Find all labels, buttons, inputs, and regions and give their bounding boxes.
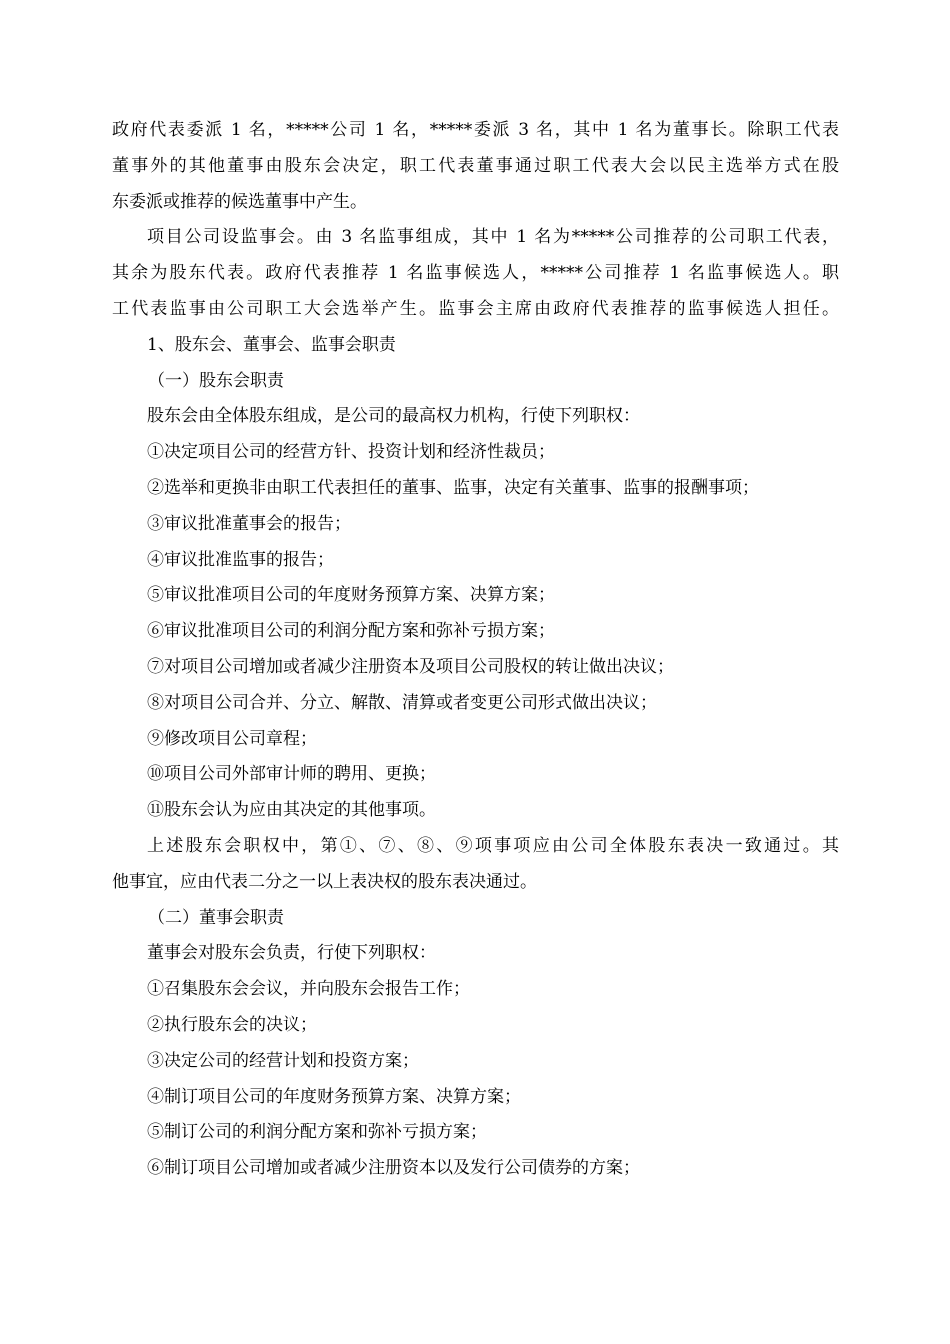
document-page <box>112 113 839 1187</box>
list-item: ③决定公司的经营计划和投资方案； <box>147 1050 419 1071</box>
paragraph-board-composition <box>112 113 839 220</box>
list-item: ⑩项目公司外部审计师的聘用、更换； <box>147 764 436 785</box>
list-item: ⑥审议批准项目公司的利润分配方案和弥补亏损方案； <box>147 621 555 642</box>
paragraph-supervisory-board <box>112 220 839 327</box>
text-line: 上述股东会职权中，第①、⑦、⑧、⑨项事项应由公司全体股东表决一致通过。其 <box>147 835 839 856</box>
list-item: ③审议批准董事会的报告； <box>147 513 351 534</box>
section-heading: 1、股东会、董事会、监事会职责 <box>147 334 396 355</box>
text-line: 董事外的其他董事由股东会决定，职工代表董事通过职工代表大会以民主选举方式在股 <box>112 155 839 176</box>
list-item: ⑪股东会认为应由其决定的其他事项。 <box>147 800 436 821</box>
list-item: ⑤制订公司的利润分配方案和弥补亏损方案； <box>147 1122 487 1143</box>
list-item: ⑥制订项目公司增加或者减少注册资本以及发行公司债券的方案； <box>147 1158 640 1179</box>
list-item: ⑦对项目公司增加或者减少注册资本及项目公司股权的转让做出决议； <box>147 656 674 677</box>
list-item: ④制订项目公司的年度财务预算方案、决算方案； <box>147 1086 521 1107</box>
board-powers-list <box>112 972 839 1187</box>
shareholders-intro: 股东会由全体股东组成，是公司的最高权力机构，行使下列职权： <box>147 406 640 427</box>
text-line: 其余为股东代表。政府代表推荐 1 名监事候选人，*****公司推荐 1 名监事候选人。职 <box>112 263 839 284</box>
list-item: ①决定项目公司的经营方针、投资计划和经济性裁员； <box>147 442 555 463</box>
list-item: ⑧对项目公司合并、分立、解散、清算或者变更公司形式做出决议； <box>147 692 657 713</box>
paragraph-voting-rules <box>112 829 839 901</box>
subsection-heading-board: （二）董事会职责 <box>148 907 284 928</box>
list-item: ②执行股东会的决议； <box>147 1014 317 1035</box>
list-item: ⑨修改项目公司章程； <box>147 728 317 749</box>
text-line: 项目公司设监事会。由 3 名监事组成，其中 1 名为*****公司推荐的公司职工代表， <box>147 227 839 248</box>
list-item: ⑤审议批准项目公司的年度财务预算方案、决算方案； <box>147 585 555 606</box>
text-line: 政府代表委派 1 名，*****公司 1 名，*****委派 3 名，其中 1 名为董事长。除职工代表 <box>112 120 839 140</box>
list-item: ②选举和更换非由职工代表担任的董事、监事，决定有关董事、监事的报酬事项； <box>147 477 759 498</box>
list-item: ①召集股东会会议，并向股东会报告工作； <box>147 979 470 1000</box>
text-line: 工代表监事由公司职工大会选举产生。监事会主席由政府代表推荐的监事候选人担任。 <box>112 298 839 319</box>
list-item: ④审议批准监事的报告； <box>147 549 334 570</box>
shareholder-powers-list <box>112 435 839 829</box>
subsection-heading-shareholders: （一）股东会职责 <box>148 370 284 391</box>
board-intro: 董事会对股东会负责，行使下列职权： <box>147 943 436 964</box>
text-line: 他事宜，应由代表二分之一以上表决权的股东表决通过。 <box>112 871 537 892</box>
text-line: 东委派或推荐的候选董事中产生。 <box>112 191 367 212</box>
